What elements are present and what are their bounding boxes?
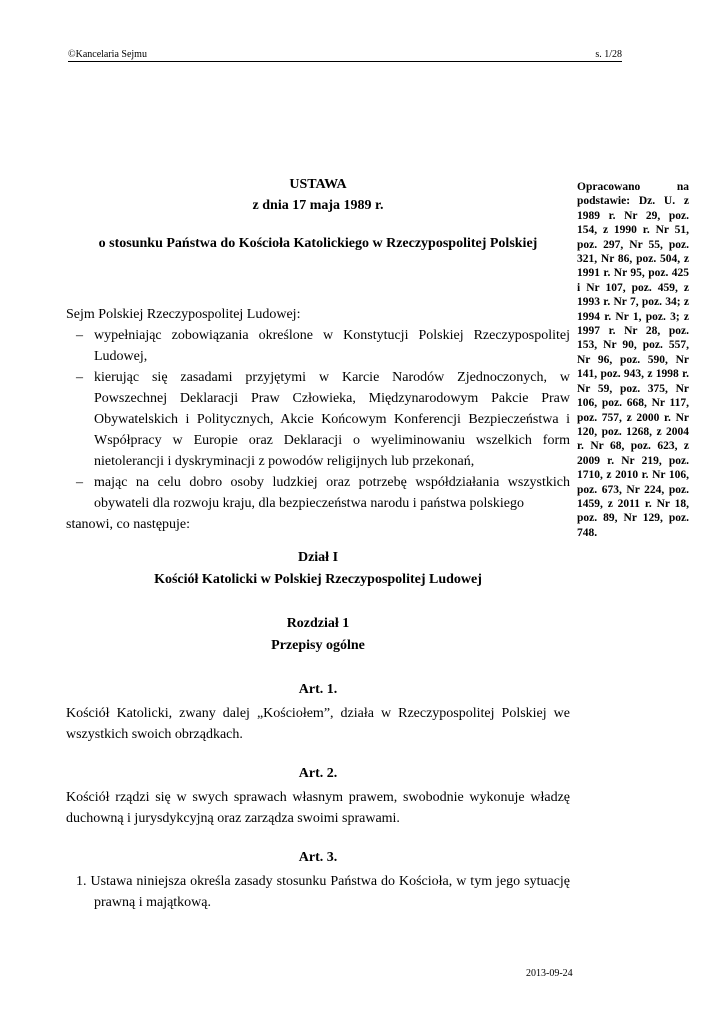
- division-label: Dział I: [297, 550, 339, 565]
- act-title-block: [66, 175, 570, 254]
- article-text: Kościół rządzi się w swych sprawach własnym prawem, swobodnie wykonuje władzę duchowną i jurysdykcyjną oraz zarządza swoimi sprawami.: [66, 790, 570, 826]
- article-label: Art. 3.: [298, 850, 338, 865]
- division-heading: [66, 548, 570, 590]
- page-header: [68, 49, 622, 62]
- footer-date: 2013-09-24: [526, 968, 573, 979]
- act-subject: o stosunku Państwa do Kościoła Katolickiego w Rzeczypospolitej Polskiej: [98, 236, 538, 251]
- chapter-title: Przepisy ogólne: [271, 638, 365, 653]
- article-label: Art. 1.: [298, 682, 338, 697]
- article-1: [66, 680, 570, 745]
- preamble-item: – kierując się zasadami przyjętymi w Karcie Narodów Zjednoczonych, w Powszechnej Deklaracji Praw Człowieka, Międzynarodowym Pakcie Praw Obywatelskich i Politycznych, Akcie Końcowym Konferencji Bezpieczeństwa i Współpracy w Europie oraz Deklaracji o wyeliminowaniu wszelkich form nietolerancji i dyskryminacji z powodów religijnych lub przekonań,: [66, 367, 570, 472]
- act-date: z dnia 17 maja 1989 r.: [252, 198, 384, 213]
- article-2: [66, 764, 570, 829]
- preamble-item: – mając na celu dobro osoby ludzkiej oraz potrzebę współdziałania wszystkich obywateli dla rozwoju kraju, dla bezpieczeństwa narodu i państwa polskiego: [66, 472, 570, 514]
- preamble-item: – wypełniając zobowiązania określone w Konstytucji Polskiej Rzeczypospolitej Ludowej,: [66, 325, 570, 367]
- preamble-intro: Sejm Polskiej Rzeczypospolitej Ludowej:: [66, 307, 301, 322]
- article-text: 1. Ustawa niniejsza określa zasady stosunku Państwa do Kościoła, w tym jego sytuację prawną i majątkową.: [76, 874, 570, 910]
- article-label: Art. 2.: [298, 766, 338, 781]
- header-source: ©Kancelaria Sejmu: [68, 49, 147, 60]
- article-3: [66, 848, 570, 913]
- preamble-closing: stanowi, co następuje:: [66, 517, 191, 532]
- article-text: Kościół Katolicki, zwany dalej „Kościołem”, działa w Rzeczypospolitej Polskiej we wszystkich swoich obrządkach.: [66, 706, 570, 742]
- preamble: [66, 304, 570, 535]
- dash-marker: –: [76, 328, 83, 343]
- chapter-label: Rozdział 1: [286, 616, 350, 631]
- source-note: Opracowano na podstawie: Dz. U. z 1989 r. Nr 29, poz. 154, z 1990 r. Nr 51, poz. 297, Nr 55, poz. 321, Nr 86, poz. 504, z 1991 r. Nr 95, poz. 425 i Nr 107, poz. 459, z 1993 r. Nr 7, poz. 34; z 1994 r. Nr 1, poz. 3; z 1997 r. Nr 28, poz. 153, Nr 90, poz. 557, Nr 96, poz. 590, Nr 141, poz. 943, z 1998 r. Nr 59, poz. 375, Nr 106, poz. 668, Nr 117, poz. 757, z 2000 r. Nr 120, poz. 1268, z 2004 r. Nr 68, poz. 623, z 2009 r. Nr 219, poz. 1710, z 2010 r. Nr 106, poz. 673, Nr 224, poz. 1459, z 2011 r. Nr 18, poz. 89, Nr 129, poz. 748.: [577, 181, 689, 539]
- dash-marker: –: [76, 370, 83, 385]
- division-title: Kościół Katolicki w Polskiej Rzeczypospolitej Ludowej: [154, 572, 482, 587]
- dash-marker: –: [76, 475, 83, 490]
- act-type: USTAWA: [289, 177, 347, 192]
- chapter-heading: [66, 614, 570, 656]
- page-number: s. 1/28: [595, 49, 622, 60]
